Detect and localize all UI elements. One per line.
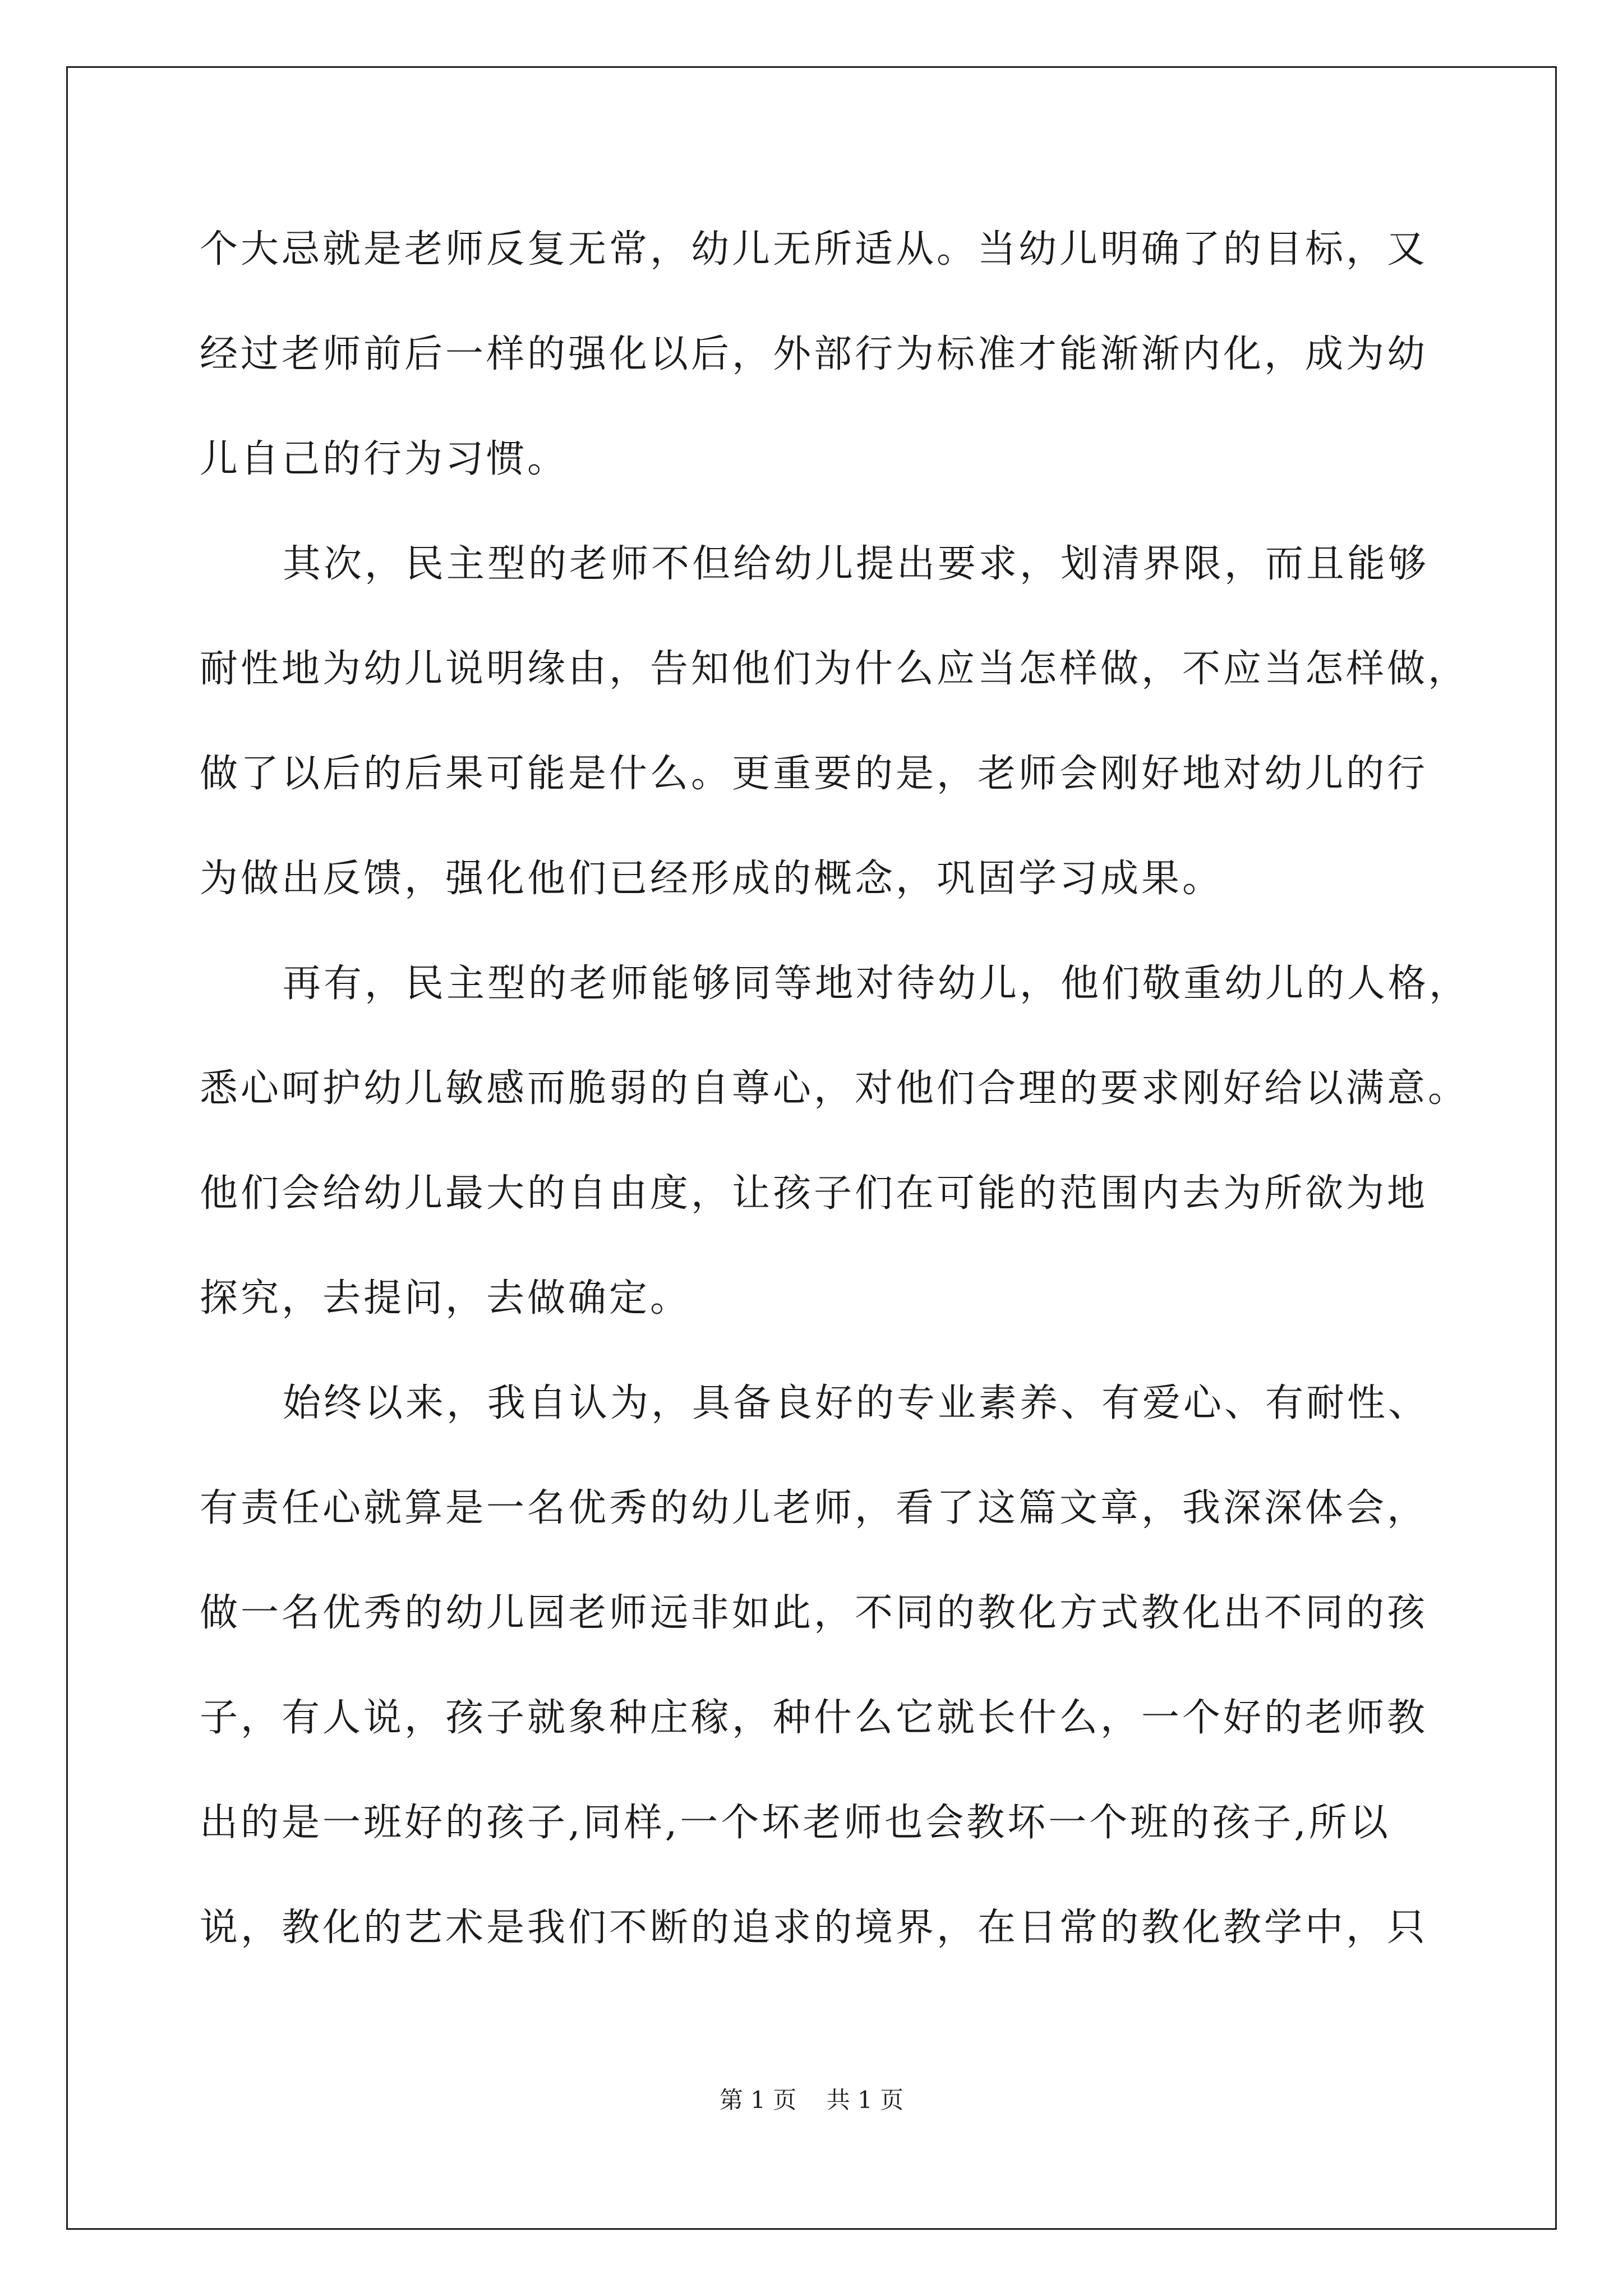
text-line-9: 悉心呵护幼儿敏感而脆弱的自尊心，对他们合理的要求刚好给以满意。	[200, 1066, 1469, 1111]
text-line-11: 探究，去提问，去做确定。	[200, 1276, 691, 1320]
document-body	[200, 214, 1470, 1998]
paragraph-start-line: 其次，民主型的老师不但给幼儿提出要求，划清界限，而且能够	[283, 542, 1430, 586]
text-line-7: 为做出反馈，强化他们已经形成的概念，巩固学习成果。	[200, 857, 1224, 901]
text-line-5: 耐性地为幼儿说明缘由，告知他们为什么应当怎样做，不应当怎样做，	[200, 647, 1469, 691]
text-line-16: 出的是一班好的孩子,同样,一个坏老师也会教坏一个班的孩子,所以	[200, 1801, 1391, 1845]
text-line-17: 说，教化的艺术是我们不断的追求的境界，在日常的教化教学中，只	[200, 1906, 1428, 1950]
text-line-1: 个大忌就是老师反复无常，幼儿无所适从。当幼儿明确了的目标，又	[200, 227, 1428, 272]
text-line-2: 经过老师前后一样的强化以后，外部行为标准才能渐渐内化，成为幼	[200, 332, 1428, 376]
text-line-13: 有责任心就算是一名优秀的幼儿老师，看了这篇文章，我深深体会，	[200, 1486, 1428, 1530]
text-line-15: 子，有人说，孩子就象种庄稼，种什么它就长什么，一个好的老师教	[200, 1696, 1428, 1740]
text-line-6: 做了以后的后果可能是什么。更重要的是，老师会刚好地对幼儿的行	[200, 752, 1428, 796]
paragraph-start-line: 始终以来，我自认为，具备良好的专业素养、有爱心、有耐性、	[283, 1381, 1430, 1425]
text-line-14: 做一名优秀的幼儿园老师远非如此，不同的教化方式教化出不同的孩	[200, 1591, 1428, 1635]
paragraph-start-line: 再有，民主型的老师能够同等地对待幼儿，他们敬重幼儿的人格，	[283, 961, 1470, 1006]
text-line-3: 儿自己的行为习惯。	[200, 437, 569, 481]
text-line-10: 他们会给幼儿最大的自由度，让孩子们在可能的范围内去为所欲为地	[200, 1171, 1428, 1216]
page-number-footer: 第 1 页 共 1 页	[719, 2086, 904, 2114]
